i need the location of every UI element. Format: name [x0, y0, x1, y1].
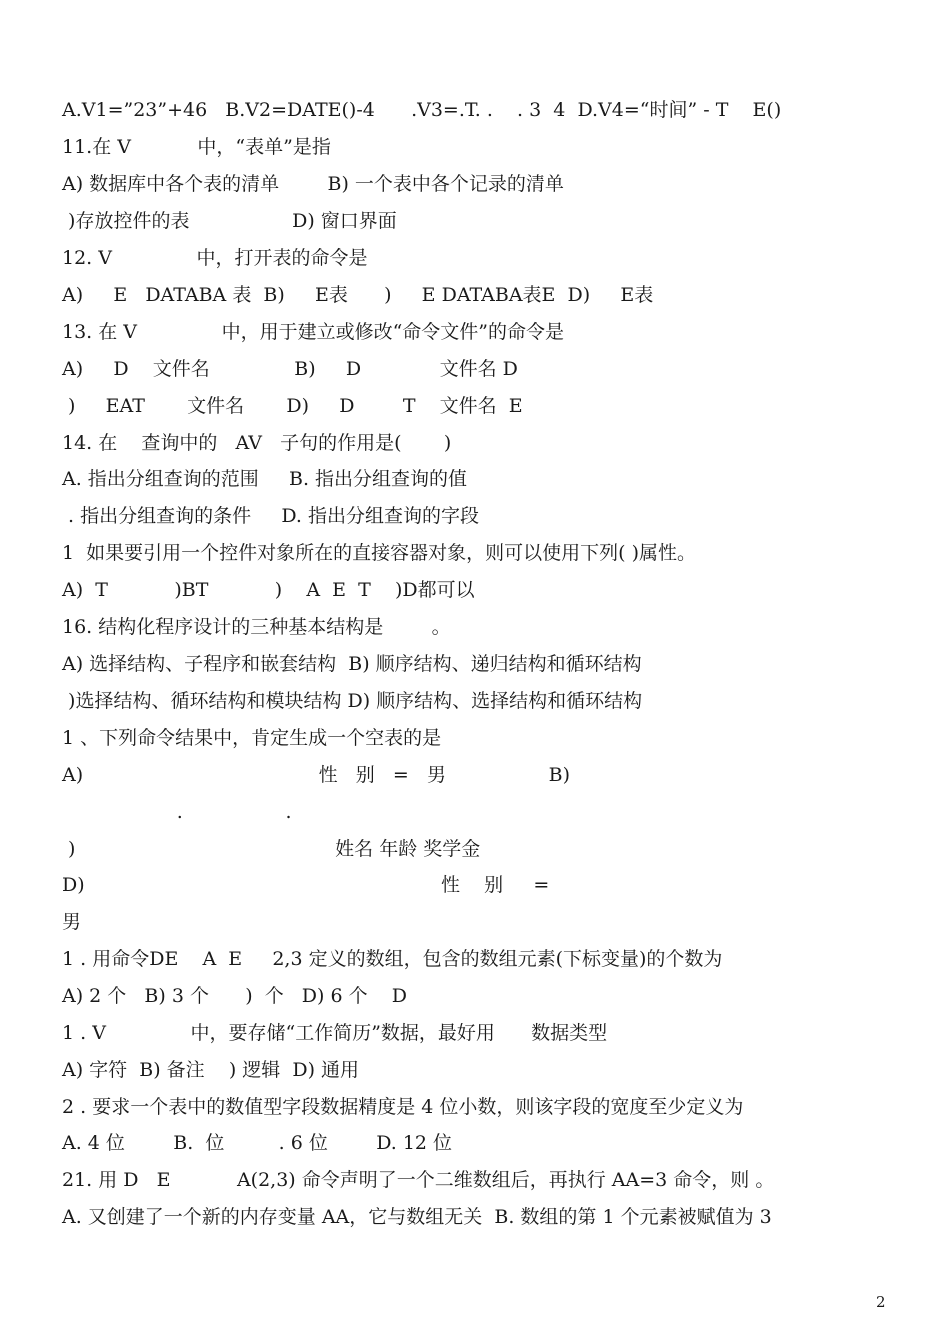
text-line: A) E DATABA 表 B) E表 ) E DATABA表E D) E表 [62, 284, 654, 306]
question-21: 21. 用 D E A(2,3) 命令声明了一个二维数组后，再执行 AA=3 命令，则 。 [62, 1169, 775, 1191]
text-line: A. 又创建了一个新的内存变量 AA，它与数组无关 B. 数组的第 1 个元素被赋值为 3 [62, 1206, 772, 1228]
text-line: A) 数据库中各个表的清单 B) 一个表中各个记录的清单 [62, 173, 564, 195]
text-line: D) 性 别 = [62, 874, 550, 896]
text-line: A) 性 别 = 男 B) [62, 764, 570, 786]
question-13: 13. 在 V 中，用于建立或修改“命令文件”的命令是 [62, 321, 564, 343]
text-line: )选择结构、循环结构和模块结构 D) 顺序结构、选择结构和循环结构 [62, 690, 643, 712]
text-line: A) D 文件名 B) D 文件名 D [62, 358, 518, 380]
question-11: 11.在 V 中，“表单”是指 [62, 136, 331, 158]
text-line: 男 [62, 911, 82, 933]
question-15: 1 如果要引用一个控件对象所在的直接容器对象，则可以使用下列( )属性。 [62, 542, 697, 564]
question-20: 2 . 要求一个表中的数值型字段数据精度是 4 位小数，则该字段的宽度至少定义为 [62, 1096, 744, 1118]
text-line: A. 指出分组查询的范围 B. 指出分组查询的值 [62, 468, 468, 490]
text-line: A) 字符 B) 备注 ) 逻辑 D) 通用 [62, 1059, 360, 1081]
text-line: . . [62, 801, 292, 823]
text-line: ) 姓名 年龄 奖学金 [62, 838, 481, 860]
text-line: A) 选择结构、子程序和嵌套结构 B) 顺序结构、递归结构和循环结构 [62, 653, 642, 675]
text-line: A) T )BT ) A E T )D都可以 [62, 579, 475, 601]
page-number: 2 [876, 1293, 886, 1311]
question-17: 1 、下列命令结果中，肯定生成一个空表的是 [62, 727, 442, 749]
question-16: 16. 结构化程序设计的三种基本结构是 。 [62, 616, 451, 638]
question-19: 1 . V 中，要存储“工作简历”数据，最好用 数据类型 [62, 1022, 608, 1044]
text-line: )存放控件的表 D) 窗口界面 [62, 210, 397, 232]
question-14: 14. 在 查询中的 AV 子句的作用是( ) [62, 432, 452, 454]
question-18: 1 . 用命令DE A E 2,3 定义的数组，包含的数组元素(下标变量)的个数为 [62, 948, 723, 970]
text-line: ) EAT 文件名 D) D T 文件名 E [62, 395, 523, 417]
text-line: A.V1=”23”+46 B.V2=DATE()-4 .V3=.T. . . 3 4 D.V4=“时间” - T E() [62, 99, 782, 121]
question-12: 12. V 中，打开表的命令是 [62, 247, 368, 269]
text-line: . 指出分组查询的条件 D. 指出分组查询的字段 [62, 505, 479, 527]
text-line: A. 4 位 B. 位 . 6 位 D. 12 位 [62, 1132, 453, 1154]
text-line: A) 2 个 B) 3 个 ) 个 D) 6 个 D [62, 985, 408, 1007]
